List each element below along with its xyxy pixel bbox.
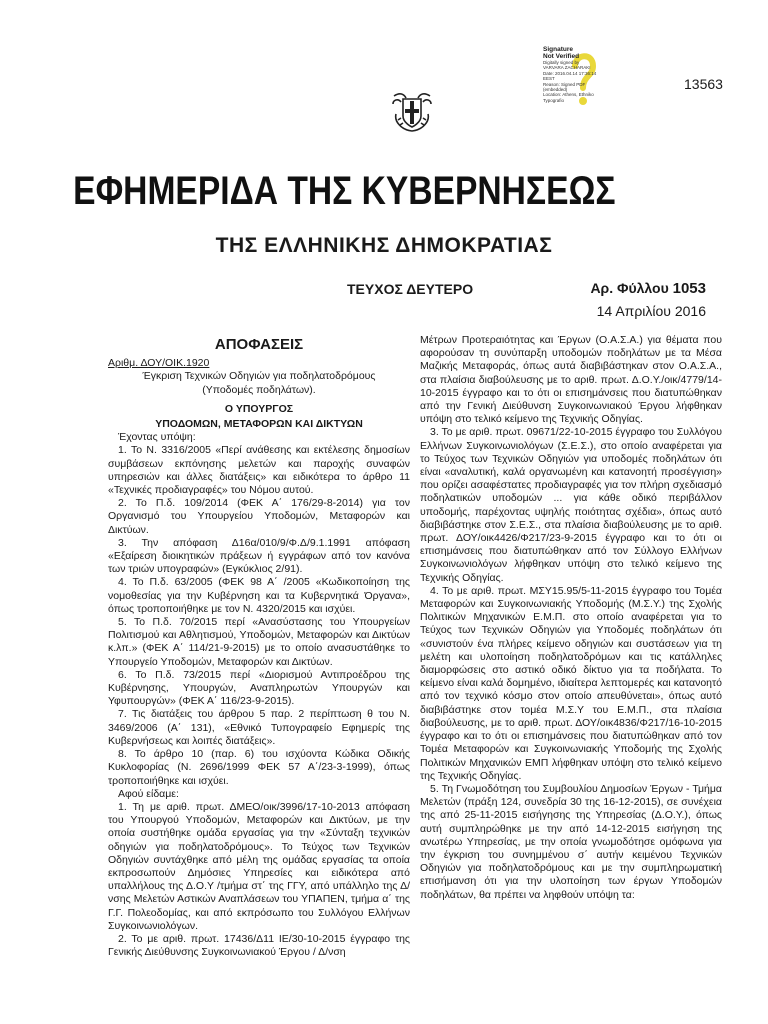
body-paragraph: 7. Τις διατάξεις του άρθρου 5 παρ. 2 περίπτωση θ του Ν. 3469/2006 (Α΄ 131), «Εθνικό Τυπογραφείο Εφημερίς της Κυβερνήσεως και λοιπές διατάξεις». [108, 708, 410, 747]
body-paragraph: 5. Το Π.δ. 70/2015 περί «Ανασύστασης του Υπουργείων Πολιτισμού και Αθλητισμού, Υποδομών, Μεταφορών και Δικτύων κ.λπ.» (ΦΕΚ Α΄ 114/21-9-2015) με το οποίο ανασυστάθηκε το Υπουργείο Υποδομών, Μεταφορών και Δικτύων. [108, 616, 410, 668]
digital-signature-stamp[interactable] [543, 46, 653, 116]
body-paragraph: Μέτρων Προτεραιότητας και Έργων (Ο.Α.Σ.Α.) για θέματα που αφορούσαν τη συνύπαρξη υποδομών ποδηλάτων με τα Μέσα Μαζικής Μεταφοράς, όπως αυτά διαβιβάστηκαν στον Ο.Α.Σ.Α., στα πλαίσια διαβούλευσης με το αριθ. πρωτ. Δ.Ο.Υ./οικ/4779/14-10-2015 έγγραφο και το ότι οι επισημάνσεις που διατυπώθηκαν από την Γενική Διεύθυνση Συγκοινωνιακού Έργου λήφθηκαν υπόψη στο τελικό κείμενο της Τεχνικής Οδηγίας. [420, 334, 722, 426]
masthead-title: ΕΦΗΜΕΡΙΔΑ ΤΗΣ ΚΥΒΕΡΝΗΣΕΩΣ [73, 169, 616, 213]
authority-title: Ο ΥΠΟΥΡΓΟΣ [224, 402, 294, 415]
signature-line: Typografio [543, 97, 565, 103]
decision-number: Αριθμ. ΔΟΥ/ΟΙΚ.1920 [108, 357, 210, 370]
section-title: ΑΠΟΦΑΣΕΙΣ [214, 336, 304, 353]
signature-status: Signature Not Verified [543, 46, 580, 60]
body-paragraph: 4. Το Π.δ. 63/2005 (ΦΕΚ 98 Α΄ /2005 «Κωδικοποίηση της νομοθεσίας για την Κυβέρνηση και τα Κυβερνητικά Όργανα», όπως τροποποιήθηκε με τον Ν. 4320/2015 και ισχύει. [108, 576, 410, 615]
body-paragraph: 2. Το Π.δ. 109/2014 (ΦΕΚ Α΄ 176/29-8-2014) για τον Οργανισμό του Υπουργείου Υποδομών, Μεταφορών και Δικτύων. [108, 497, 410, 536]
signature-line: VARVARA ZACHARAKI [543, 65, 591, 71]
body-paragraph: 3. Την απόφαση Δ16α/010/9/Φ.Δ/9.1.1991 απόφαση «Εξαίρεση διοικητικών πράξεων ή εγγράφων από τον κανόνα των τριών υπογραφών» (Εγκύκλιος 2/91). [108, 536, 410, 576]
signature-line: Location: Athens, Ethniko [543, 92, 594, 98]
right-column [420, 334, 722, 902]
body-paragraph: 1. Το Ν. 3316/2005 «Περί ανάθεσης και εκτέλεσης δημοσίων συμβάσεων εκπόνησης μελετών και παροχής συναφών υπηρεσιών και άλλες διατάξεις» και ειδικότερα το άρθρο 11 «Τεχνικές προδιαγραφές» του Νόμου αυτού. [108, 444, 410, 497]
issue-number-value: 1053 [672, 280, 706, 297]
issue-number [590, 280, 706, 297]
signature-line: Reason: Signed PDF [543, 81, 586, 87]
signature-line: Digitally signed by [543, 60, 580, 65]
body-paragraph: 5. Τη Γνωμοδότηση του Συμβουλίου Δημοσίων Έργων - Τμήμα Μελετών (πράξη 124, συνεδρία 30 της 16-12-2015), σε συνέχεια της από 25-11-2015 εισήγησης της Υπηρεσίας (Δ.Ο.Υ.), όπως αυτή συμπληρώθηκε με την από 14-12-2015 εισήγηση της ανωτέρω Υπηρεσίας, με την οποία γνωμοδότησε ομόφωνα για την έγκριση του συνημμένου σ΄ αυτήν κειμένου Τεχνικών Οδηγιών για ποδηλατοδρόμους και με την συμπληρωματική επισήμανση ότι για την υλοποίηση των έργων Υποδομών ποδηλάτων, θα πρέπει να ληφθούν υπόψη τα: [420, 782, 722, 901]
issue-date: 14 Απριλίου 2016 [596, 303, 706, 319]
body-paragraph: 6. Το Π.δ. 73/2015 περί «Διορισμού Αντιπροέδρου της Κυβέρνησης, Υπουργών, Αναπληρωτών Υπουργών και Υφυπουργών» (ΦΕΚ Α΄ 116/23-9-2015). [108, 668, 410, 708]
body-paragraph: Έχοντας υπόψη: [118, 431, 196, 444]
greek-coat-of-arms-icon [390, 90, 434, 134]
signature-line: Date: 2016.04.14 17:36:14 [543, 70, 597, 76]
issue-type: ΤΕΥΧΟΣ ΔΕΥΤΕΡΟ [347, 281, 474, 297]
signature-line: (embedded) [543, 87, 568, 93]
signature-details [543, 60, 643, 103]
masthead-subtitle: ΤΗΣ ΕΛΛΗΝΙΚΗΣ ΔΗΜΟΚΡΑΤΙΑΣ [215, 234, 553, 257]
signature-line: EEST [543, 76, 555, 82]
page-number: 13563 [684, 76, 723, 92]
body-paragraph: 4. Το με αριθ. πρωτ. ΜΣΥ15.95/5-11-2015 έγγραφο του Τομέα Μεταφορών και Συγκοινωνιακής Υποδομής (Μ.Σ.Υ.) της Σχολής Πολιτικών Μηχανικών Ε.Μ.Π. στο οποίο αναφέρεται για το Τεύχος των Τεχνικών Οδηγιών για Υποδομές ποδηλάτων ότι «συνιστούν ένα πλήρες κείμενο οδηγιών και συστάσεων για τη μελέτη και υλοποίηση ποδηλατοδρόμων και τις κατάλληλες διαμορφώσεις στο αστικό οδικό δίκτυο για τα ποδήλατα. Το κείμενο είναι καλά δομημένο, ιδιαίτερα λεπτομερές και κατανοητό από τον τεχνικό κόσμο στον οποίο απευθύνεται», όπως αυτό διαβιβάστηκε στον τομέα Μ.Σ.Υ του Ε.Μ.Π., στα πλαίσια διαβούλευσης, με το αριθ. πρωτ. ΔΟΥ/οικ4836/Φ217/16-10-2015 έγγραφο και το ότι οι επισημάνσεις που διατυπώθηκαν από τον Τομέα Μεταφορών και Συγκοινωνιακής Υποδομής της Σχολής Πολιτικών Μηχανικών ΕΜΠ λήφθηκαν υπόψη στο τελικό κείμενο της Τεχνικής Οδηγίας. [420, 584, 722, 782]
decision-subject: Έγκριση Τεχνικών Οδηγιών για ποδηλατοδρόμους (Υποδομές ποδηλάτων). [142, 370, 376, 396]
body-paragraph: 8. Το άρθρο 10 (παρ. 6) του ισχύοντα Κώδικα Οδικής Κυκλοφορίας (Ν. 2696/1999 ΦΕΚ 57 Α΄/23-3-1999), όπως τροποποιήθηκε και ισχύει. [108, 748, 410, 787]
body-paragraph: 2. Το με αριθ. πρωτ. 17436/Δ11 ΙΕ/30-10-2015 έγγραφο της Γενικής Διεύθυνσης Συγκοινωνιακού Έργου / Δ/νση [108, 932, 410, 959]
body-paragraph: 1. Τη με αριθ. πρωτ. ΔΜΕΟ/οικ/3996/17-10-2013 απόφαση του Υπουργού Υποδομών, Μεταφορών και Δικτύων, με την οποία συστήθηκε ομάδα εργασίας για την «Σύνταξη τεχνικών οδηγιών για ποδηλατοδρόμους». Το Τεύχος των Τεχνικών Οδηγιών συντάχθηκε από μέλη της ομάδας εργασίας τα οποία εκπροσωπούν Δημόσιες Υπηρεσίες και ειδικότερα από υπαλλήλους της Δ.Ο.Υ /τμήμα στ΄ της ΓΓΥ, από υπάλληλο της Δ/νσης Μελετών Αστικών Αναπλάσεων του ΥΠΑΠΕΝ, τμήμα α΄ της Γ.Γ. Πολεοδομίας, και από εκπρόσωπο του Συλλόγου Ελλήνων Συγκοινωνιολόγων. [108, 800, 410, 932]
left-column [108, 334, 410, 959]
body-paragraph: Αφού είδαμε: [118, 787, 179, 800]
body-paragraph: 3. Το με αριθ. πρωτ. 09671/22-10-2015 έγγραφο του Συλλόγου Ελλήνων Συγκοινωνιολόγων (Σ.Ε.Σ.), στο οποίο αναφέρεται για το Τεύχος των Τεχνικών Οδηγιών για υποδομές ποδηλάτων ότι είναι «αναλυτική, καλά οργανωμένη και κατανοητή προσέγγιση» που ορίζει ασαφέστατες προδιαγραφές για τον πλήρη σχεδιασμό ποδηλατικών υποδομών ... για κάθε οδικό περιβάλλον υποδομής, παρέχοντας υψηλής ποιότητας σχέδια», όπως αυτό διαβιβάστηκε στον Σ.Ε.Σ., στα πλαίσια διαβούλευσης με το αριθ. πρωτ. ΔΟΥ/οικ4426/Φ217/23-9-2015 έγγραφο και το ότι οι επισημάνσεις που διατυπώθηκαν από τον Σύλλογο Ελλήνων Συγκοινωνιολόγων λήφθηκαν υπόψη στο τελικό κείμενο της Τεχνικής Οδηγίας. [420, 426, 722, 584]
issue-number-label: Αρ. Φύλλου [590, 280, 669, 296]
authority-ministry: ΥΠΟΔΟΜΩΝ, ΜΕΤΑΦΟΡΩΝ ΚΑΙ ΔΙΚΤΥΩΝ [155, 418, 363, 431]
